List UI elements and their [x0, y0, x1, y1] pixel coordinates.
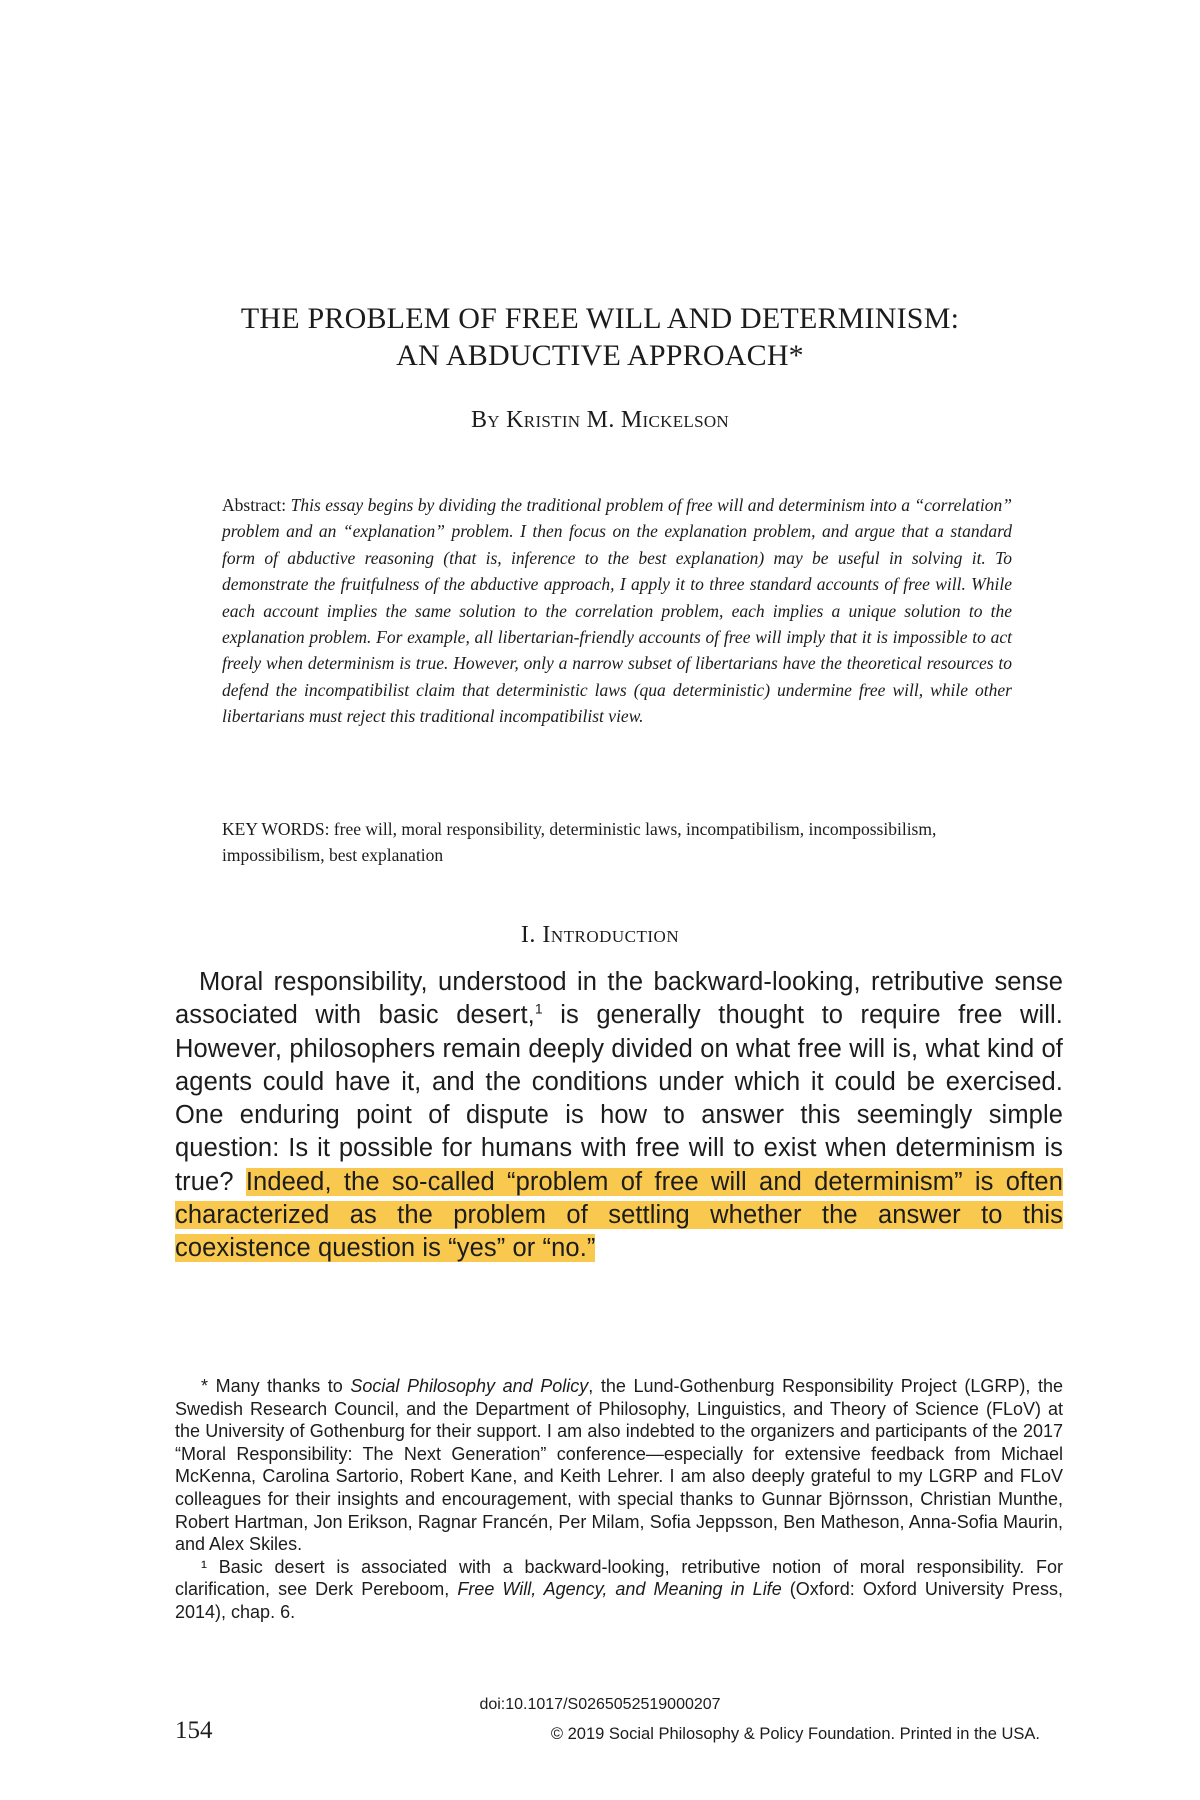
footnote-1 [175, 1556, 1063, 1624]
title-line-2: AN ABDUCTIVE APPROACH* [396, 339, 804, 372]
keywords: KEY WORDS: free will, moral responsibility, deterministic laws, incompatibilism, incompossibilism, impossibilism, best explanation [222, 819, 937, 865]
highlighted-text[interactable]: Indeed, the so-called “problem of free will and determinism” is often characterized as the problem of settling whether the answer to this coexistence question is “yes” or “no.” [175, 1167, 1063, 1263]
intro-paragraph [175, 966, 1063, 1266]
footnote-1-text-a: ¹ Basic desert is associated with a backward-looking, retributive notion of moral responsibility. For clarification, see Derk Pereboom, [175, 1556, 1063, 1600]
page-number: 154 [175, 1717, 213, 1744]
footnote-ref-1[interactable]: 1 [534, 1000, 543, 1017]
abstract-text: This essay begins by dividing the traditional problem of free will and determinism into a “correlation” problem and an “explanation” problem. I then focus on the explanation problem, and argue that a standard form of abductive reasoning (that is, inference to the best explanation) may be useful in solving it. To demonstrate the fruitfulness of the abductive approach, I apply it to three standard accounts of free will. While each account implies the same solution to the correlation problem, each implies a unique solution to the explanation problem. For example, all libertarian-friendly accounts of free will imply that it is impossible to act freely when determinism is true. However, only a narrow subset of libertarians have the theoretical resources to defend the incompatibilist claim that deterministic laws (qua deterministic) undermine free will, while other libertarians must reject this traditional incompatibilist view. [222, 495, 1012, 727]
title-line-1: THE PROBLEM OF FREE WILL AND DETERMINISM: [240, 302, 960, 335]
footnotes [175, 1375, 1063, 1624]
footnote-star [175, 1375, 1063, 1556]
copyright: © 2019 Social Philosophy & Policy Foundation. Printed in the USA. [550, 1725, 1040, 1743]
footnote-1-text-c: (Oxford: Oxford University Press, 2014), chap. 6. [175, 1579, 1063, 1622]
abstract-label: Abstract: [222, 495, 291, 515]
footnote-star-text-c: , the Lund-Gothenburg Responsibility Project (LGRP), the Swedish Research Council, and the Department of Philosophy, Linguistics, and Theory of Science (FLoV) at the University of Gothenburg for their support. I am also indebted to the organizers and participants of the 2017 “Moral Responsibility: The Next Generation” conference—especially for extensive feedback from Michael McKenna, Carolina Sartorio, Robert Kane, and Keith Lehrer. I am also deeply grateful to my LGRP and FLoV colleagues for their insights and encouragement, with special thanks to Gunnar Björnsson, Christian Munthe, Robert Hartman, Jon Erikson, Ragnar Francén, Per Milam, Sofia Jeppsson, Ben Matheson, Anna-Sofia Maurin, and Alex Skiles. [175, 1376, 1063, 1555]
footnote-1-book-title: Free Will, Agency, and Meaning in Life [457, 1579, 782, 1600]
section-heading: I. Introduction [520, 922, 680, 948]
intro-text-part1: Moral responsibility, understood in the backward-looking, retributive sense associated with basic desert, [175, 968, 1063, 1030]
article-title [0, 300, 1200, 374]
intro-text-part2: is generally thought to require free will. However, philosophers remain deeply divided on what free will is, what kind of agents could have it, and the conditions under which it could be exercised. One enduring point of dispute is how to answer this seemingly simple question: Is it possible for humans with free will to exist when determinism is true? [175, 1001, 1063, 1196]
abstract [222, 492, 1012, 730]
author-byline: By Kristin M. Mickelson [470, 407, 730, 433]
footnote-star-text-a: * Many thanks to [201, 1376, 351, 1396]
doi[interactable]: doi:10.1017/S0265052519000207 [479, 1696, 721, 1713]
footnote-star-journal: Social Philosophy and Policy [350, 1376, 589, 1396]
